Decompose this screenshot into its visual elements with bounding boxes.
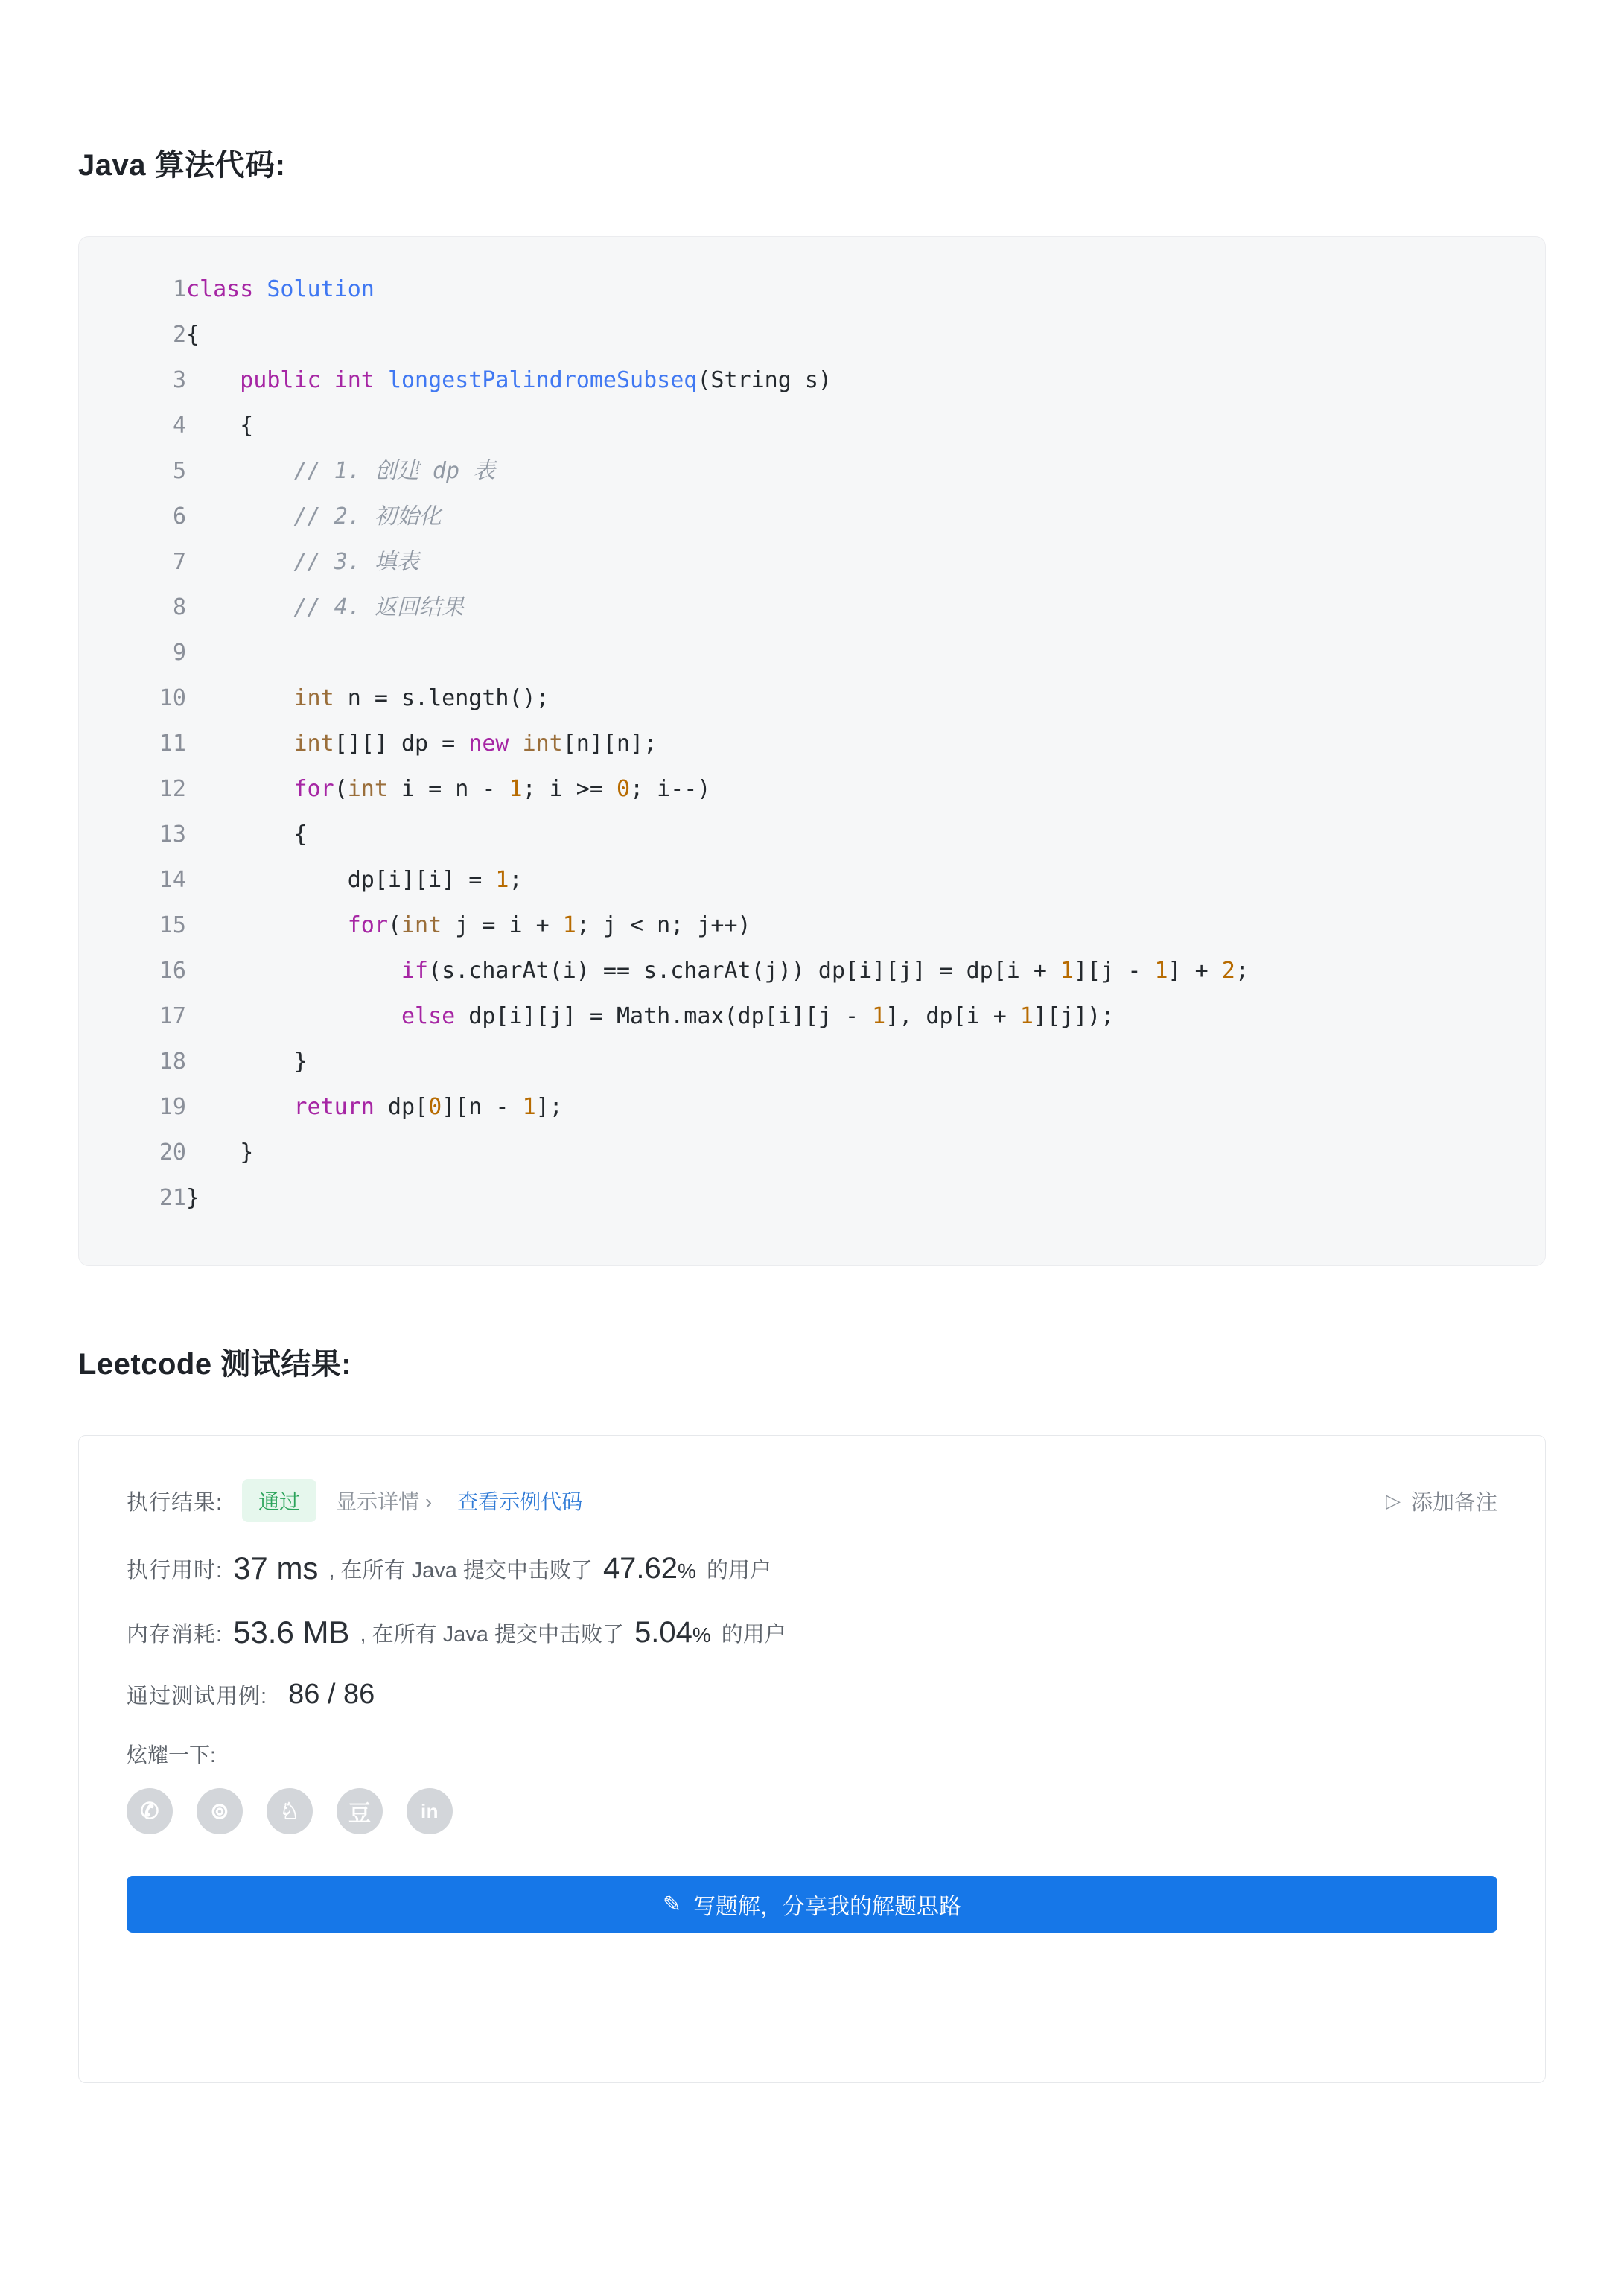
runtime-value: 37 ms (233, 1551, 319, 1586)
runtime-compare-text: , 在所有 Java 提交中击败了 (328, 1558, 593, 1583)
code-row (124, 721, 1500, 766)
code-row (124, 903, 1500, 948)
exec-result-row (127, 1479, 1497, 1522)
code-text: { (186, 413, 254, 439)
code-text: // 4. 返回结果 (186, 594, 464, 620)
exec-result-label: 执行结果: (127, 1490, 223, 1515)
line-number: 4 (172, 413, 186, 439)
code-row (124, 1084, 1500, 1130)
testcases-row (127, 1679, 1497, 1711)
line-number: 6 (172, 503, 186, 530)
memory-row (127, 1615, 1497, 1650)
code-text: // 2. 初始化 (186, 503, 442, 530)
flag-icon: ▷ (1385, 1489, 1401, 1512)
code-row (124, 1039, 1500, 1084)
line-number: 13 (159, 821, 186, 848)
code-text: else dp[i][j] = Math.max(dp[i][j - 1], dp[i + 1][j]); (401, 1003, 1115, 1029)
code-row (124, 1130, 1500, 1175)
add-note-button[interactable] (1386, 1486, 1497, 1516)
write-solution-button[interactable] (127, 1876, 1497, 1933)
line-number: 12 (159, 776, 186, 802)
code-text: } (186, 1139, 254, 1166)
line-number: 20 (159, 1139, 186, 1166)
runtime-percentile: 47.62% (602, 1551, 696, 1585)
code-text: int[][] dp = new int[n][n]; (293, 731, 657, 757)
code-row (124, 357, 1500, 403)
code-row (124, 267, 1500, 312)
code-text: } (186, 1185, 200, 1211)
status-badge: 通过 (242, 1479, 316, 1522)
douban-share-icon[interactable]: 豆 (337, 1788, 383, 1834)
line-number: 8 (172, 594, 186, 620)
code-row (124, 312, 1500, 357)
line-number: 18 (159, 1049, 186, 1075)
code-lines (124, 267, 1500, 1221)
line-number: 19 (159, 1094, 186, 1120)
line-number: 3 (172, 367, 186, 393)
line-number: 10 (159, 685, 186, 711)
line-number: 2 (172, 322, 186, 348)
runtime-label: 执行用时: (127, 1558, 223, 1583)
code-row (124, 812, 1500, 857)
memory-label: 内存消耗: (127, 1622, 223, 1647)
code-text: { (186, 322, 200, 348)
java-code-heading: Java 算法代码: (78, 149, 286, 182)
linkedin-share-icon[interactable]: in (407, 1788, 453, 1834)
code-row (124, 448, 1500, 494)
code-table (124, 267, 1500, 1221)
memory-users-tail: 的用户 (721, 1622, 786, 1647)
code-text: class Solution (186, 276, 375, 302)
code-text: dp[i][i] = 1; (186, 867, 523, 893)
runtime-users-tail: 的用户 (706, 1558, 771, 1583)
code-row (124, 766, 1500, 812)
code-text (186, 630, 1500, 675)
code-row (124, 993, 1500, 1039)
pencil-icon: ✎ (662, 1892, 682, 1917)
code-row (124, 585, 1500, 630)
testcases-label: 通过测试用例: (127, 1685, 268, 1708)
share-label: 炫耀一下: (127, 1743, 216, 1766)
line-number: 21 (159, 1185, 186, 1211)
code-row (124, 539, 1500, 585)
code-row (124, 948, 1500, 993)
code-text: } (186, 1049, 308, 1075)
code-row (124, 857, 1500, 903)
line-number: 16 (159, 958, 186, 984)
line-number: 5 (172, 458, 186, 484)
line-number: 17 (159, 1003, 186, 1029)
code-text: public int longestPalindromeSubseq(String s) (240, 367, 832, 393)
code-text: { (186, 821, 308, 848)
code-text: int n = s.length(); (293, 685, 550, 711)
weibo-share-icon[interactable]: ⊚ (197, 1788, 243, 1834)
leetcode-result-card (78, 1435, 1546, 2083)
line-number: 14 (159, 867, 186, 893)
leetcode-result-heading: Leetcode 测试结果: (78, 1348, 352, 1381)
line-number: 15 (159, 912, 186, 938)
memory-value: 53.6 MB (233, 1615, 350, 1650)
share-icon-list (127, 1788, 1497, 1834)
memory-compare-text: , 在所有 Java 提交中击败了 (360, 1622, 624, 1647)
line-number: 1 (172, 276, 186, 302)
code-row (124, 630, 1500, 675)
code-row (124, 403, 1500, 448)
code-text: // 1. 创建 dp 表 (186, 458, 496, 484)
write-solution-label: 写题解，分享我的解题思路 (693, 1895, 962, 1919)
code-row (124, 675, 1500, 721)
code-text: for(int i = n - 1; i >= 0; i--) (293, 776, 711, 802)
line-number: 9 (172, 640, 186, 666)
runtime-row (127, 1551, 1497, 1586)
code-block (78, 236, 1546, 1266)
view-sample-code-link[interactable]: 查看示例代码 (457, 1490, 583, 1513)
code-text: for(int j = i + 1; j < n; j++) (347, 912, 751, 938)
memory-percentile: 5.04% (634, 1615, 711, 1649)
line-number: 7 (172, 549, 186, 575)
code-row (124, 494, 1500, 539)
code-row (124, 1175, 1500, 1221)
show-detail-link[interactable]: 显示详情 › (336, 1490, 433, 1513)
line-number: 11 (159, 731, 186, 757)
code-text: return dp[0][n - 1]; (293, 1094, 563, 1120)
testcases-value: 86 / 86 (288, 1679, 375, 1710)
code-text: // 3. 填表 (186, 549, 419, 575)
qq-share-icon[interactable]: ♘ (267, 1788, 313, 1834)
code-text: if(s.charAt(i) == s.charAt(j)) dp[i][j] = dp[i + 1][j - 1] + 2; (401, 958, 1249, 984)
wechat-share-icon[interactable]: ✆ (127, 1788, 173, 1834)
add-note-label: 添加备注 (1410, 1490, 1497, 1515)
